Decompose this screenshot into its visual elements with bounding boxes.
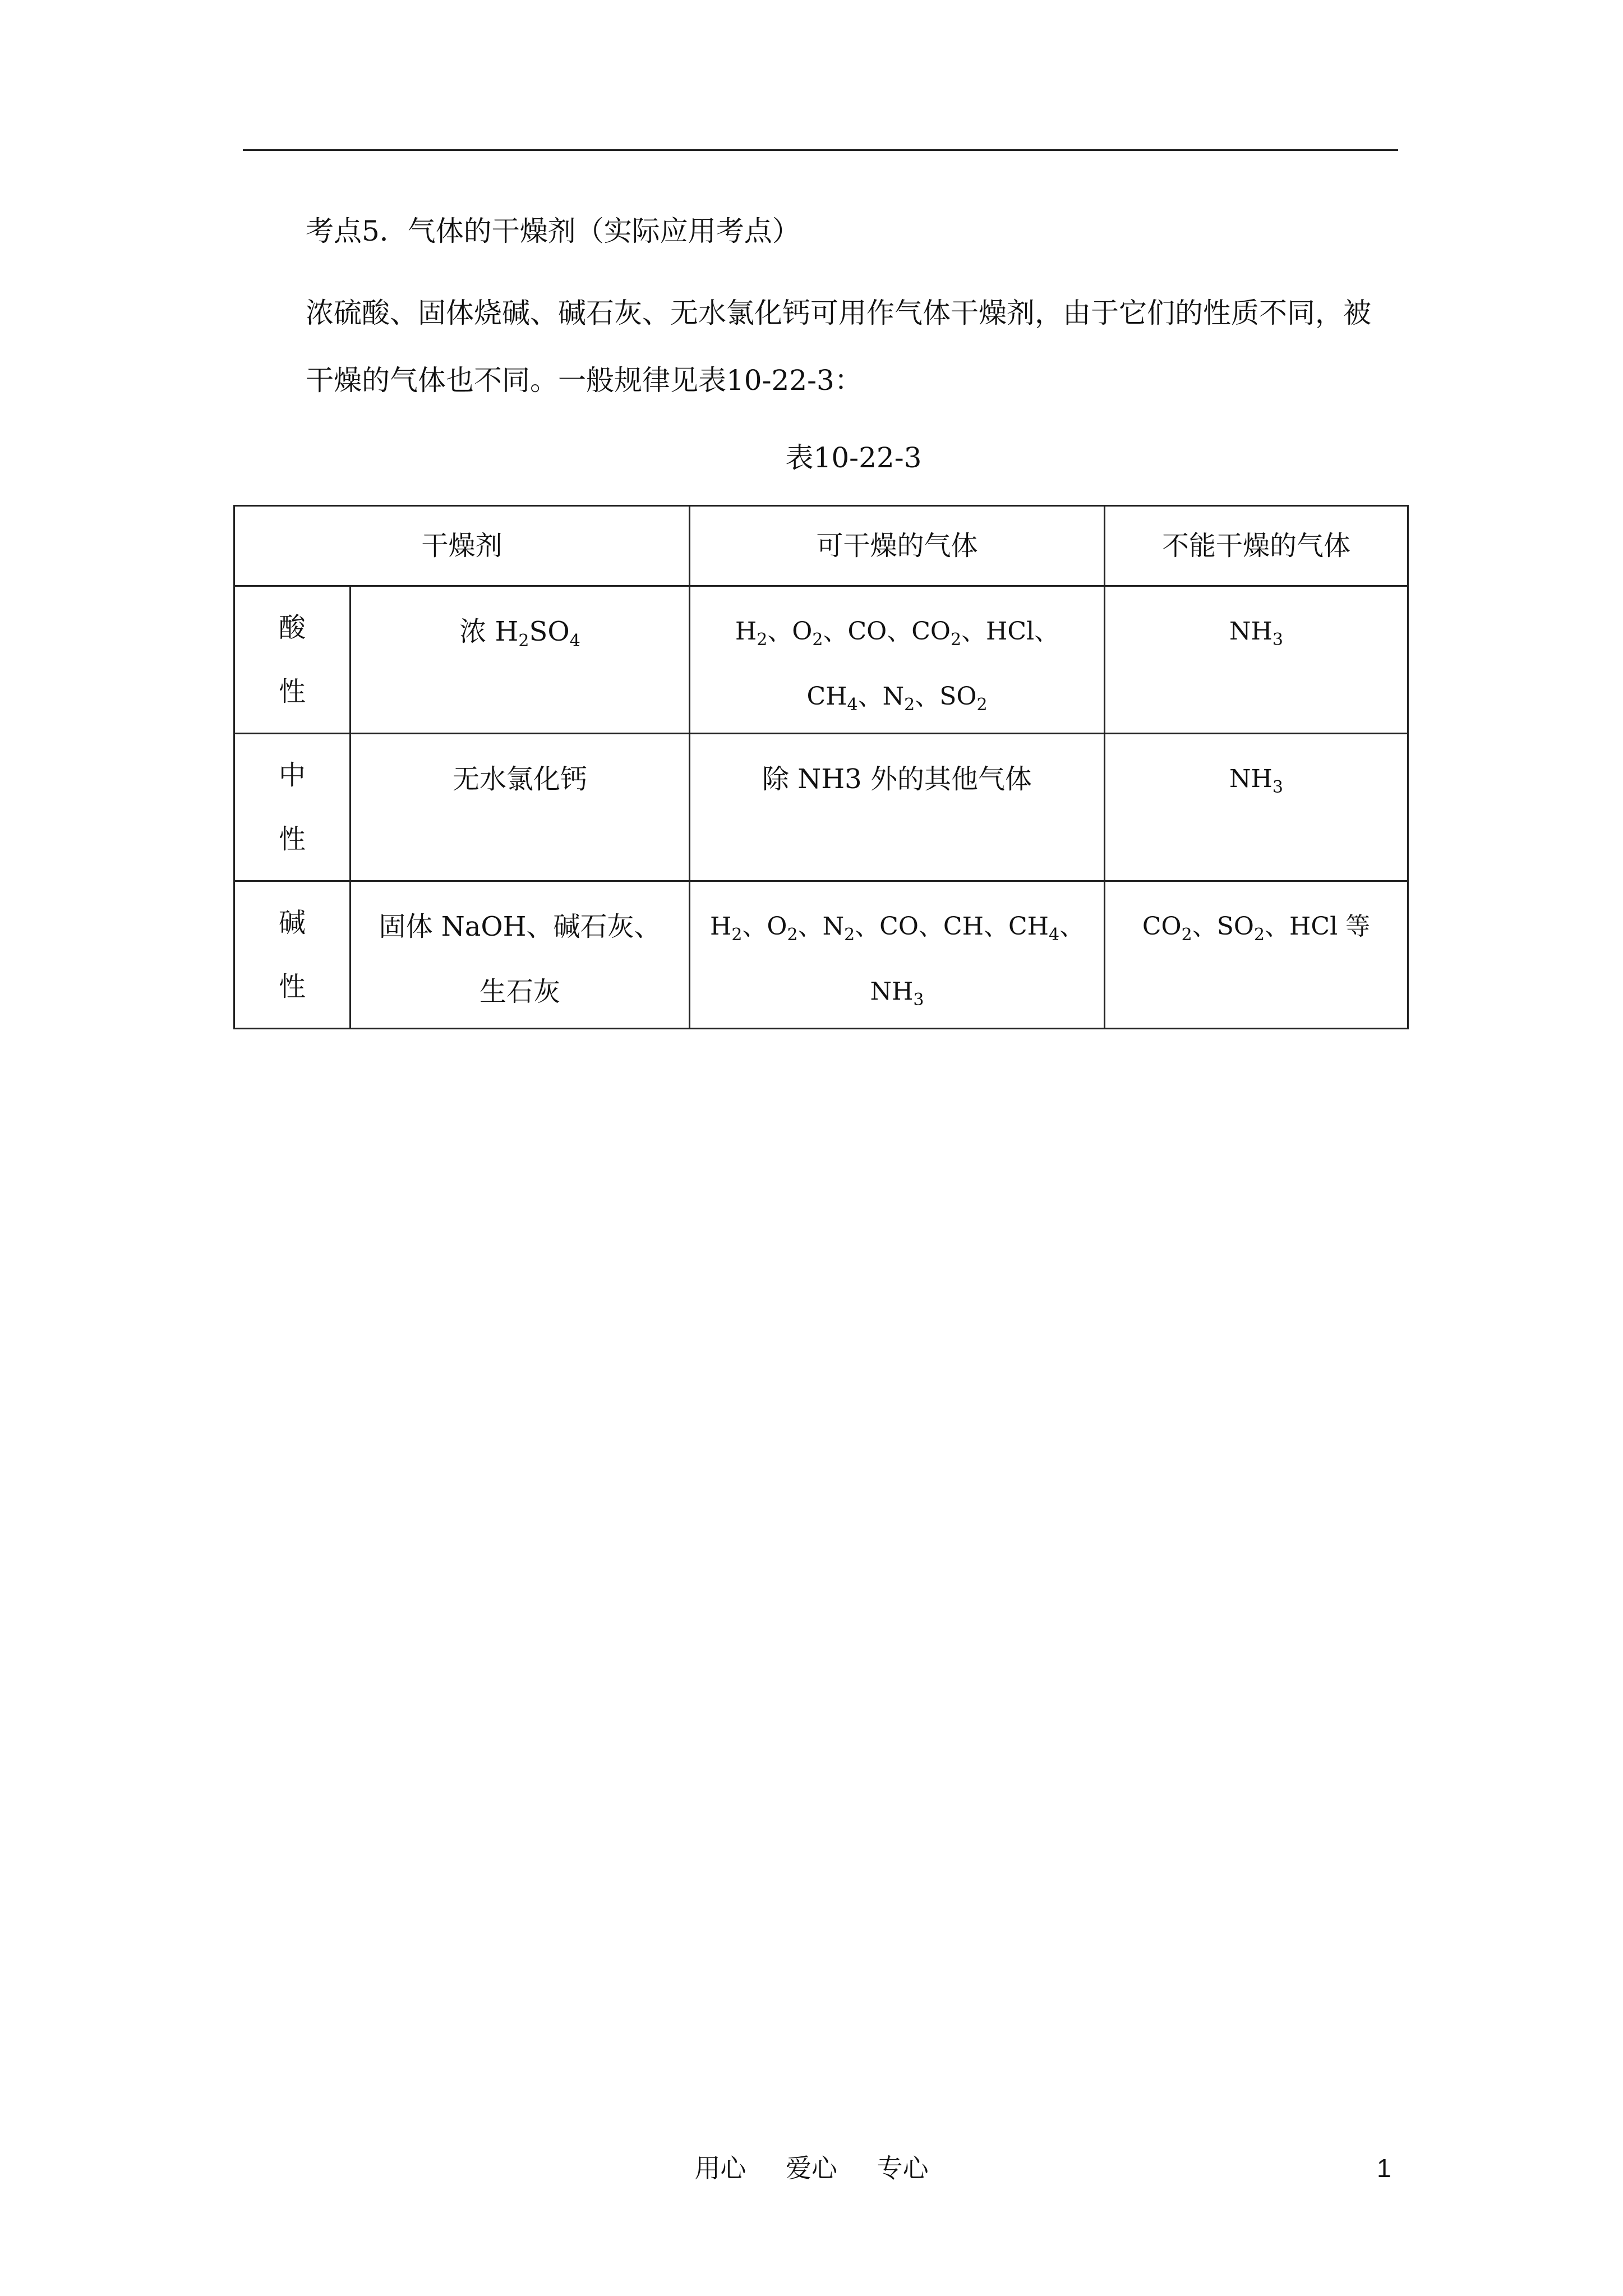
can-dry-line: $H_2$、$O_2$、$N_2$、CO、CH、$CH_4$、 [709,912,1085,945]
category-char: 性 [278,971,306,1002]
category-char: 酸 [278,612,306,643]
desiccant-name: 无水氯化钙 [453,763,588,795]
category-char: 性 [278,823,306,855]
desiccant-cell [351,586,690,734]
header-cannot-dry: 不能干燥的气体 [1105,506,1408,586]
header-rule [243,149,1398,151]
cannot-dry-value: $NH_3$ [1229,617,1283,650]
table-row [234,586,1408,734]
footer-word: 专心 [877,2153,929,2183]
paragraph-line-2: 干燥的气体也不同。一般规律见表10-22-3： [306,364,863,397]
category-char: 碱 [278,907,306,938]
section-heading: 考点5．气体的干燥剂（实际应用考点） [306,215,800,247]
table-header-row [234,506,1408,586]
can-dry-line: 除 NH3 外的其他气体 [762,763,1032,795]
cannot-dry-value: $CO_2$、$SO_2$、HCl 等 [1142,912,1371,945]
desiccant-cell [351,881,690,1029]
can-dry-line: $H_2$、$O_2$、CO、$CO_2$、HCl、 [735,617,1059,650]
header-desiccant: 干燥剂 [234,506,690,586]
page-number: 1 [1377,2154,1391,2183]
category-char: 性 [278,676,306,707]
category-cell [234,881,351,1029]
cannot-dry-value: $NH_3$ [1229,765,1283,797]
header-can-dry: 可干燥的气体 [690,506,1105,586]
can-dry-cell [690,734,1105,881]
desiccant-table [233,505,1409,1029]
footer-word: 爱心 [786,2153,837,2183]
category-cell [234,734,351,881]
category-cell [234,586,351,734]
desiccant-cell [351,734,690,881]
can-dry-line: $NH_3$ [870,977,924,1010]
table-row [234,734,1408,881]
table-caption: 表10-22-3 [785,441,922,474]
can-dry-line: $CH_4$、$N_2$、$SO_2$ [806,682,988,715]
cannot-dry-cell [1105,881,1408,1029]
can-dry-cell [690,586,1105,734]
can-dry-cell [690,881,1105,1029]
desiccant-name: 浓 $H_2SO_4$ [459,616,580,651]
footer-word: 用心 [694,2153,746,2183]
desiccant-name: 固体 NaOH、碱石灰、 生石灰 [379,911,661,1007]
paragraph-line-1: 浓硫酸、固体烧碱、碱石灰、无水氯化钙可用作气体干燥剂，由于它们的性质不同，被 [306,297,1371,329]
category-char: 中 [278,760,306,791]
table-caption-wrap [0,441,1623,475]
cannot-dry-cell [1105,734,1408,881]
cannot-dry-cell [1105,586,1408,734]
table-row [234,881,1408,1029]
